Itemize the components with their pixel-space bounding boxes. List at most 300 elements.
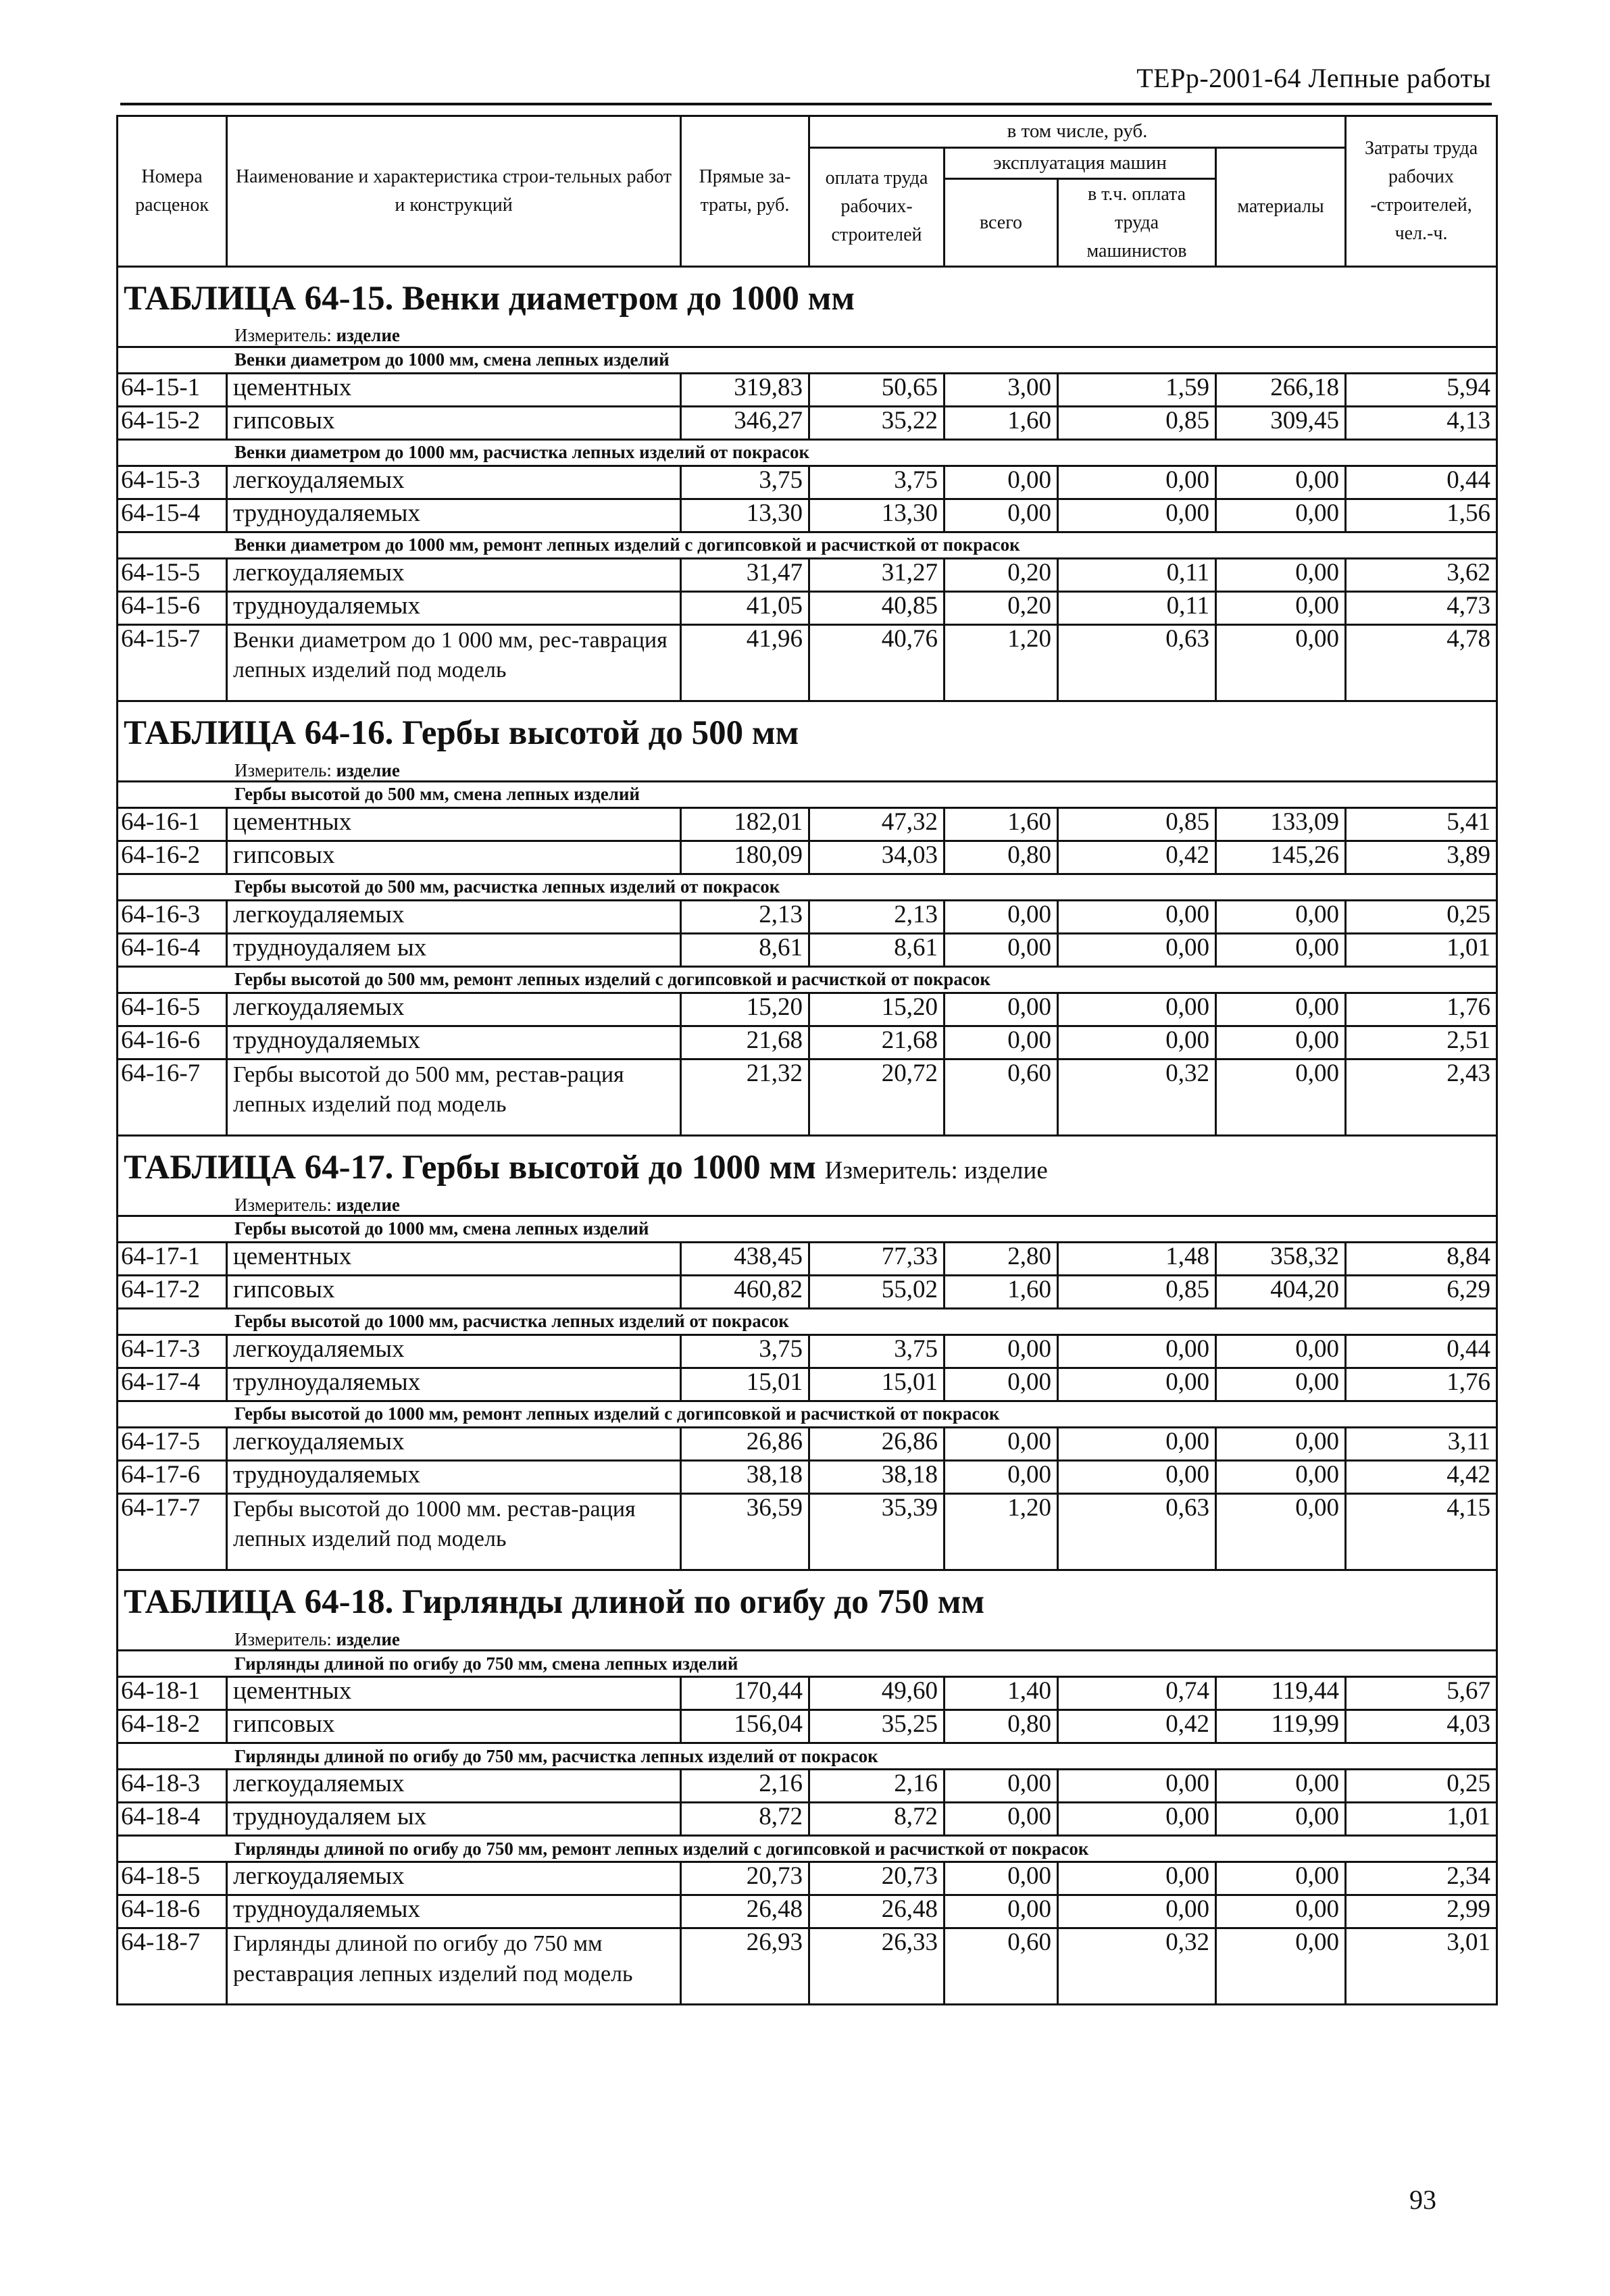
labor-pay: 35,25 bbox=[809, 1710, 945, 1743]
machines-total: 0,80 bbox=[945, 1710, 1058, 1743]
materials: 0,00 bbox=[1216, 934, 1346, 967]
machinists-pay: 0,63 bbox=[1058, 1494, 1216, 1570]
labor-pay: 34,03 bbox=[809, 841, 945, 874]
materials: 266,18 bbox=[1216, 374, 1346, 407]
group-heading-row bbox=[118, 440, 1497, 466]
work-name: цементных bbox=[227, 374, 681, 407]
group-heading: Венки диаметром до 1000 мм, расчистка лепных изделий от покрасок bbox=[118, 440, 1497, 466]
machinists-pay: 0,32 bbox=[1058, 1059, 1216, 1136]
labor-hours: 1,56 bbox=[1346, 499, 1497, 532]
direct-costs: 41,05 bbox=[681, 592, 809, 625]
table-row bbox=[118, 1494, 1497, 1570]
rate-code: 64-16-3 bbox=[118, 901, 227, 934]
labor-hours: 8,84 bbox=[1346, 1243, 1497, 1276]
materials: 0,00 bbox=[1216, 901, 1346, 934]
table-row bbox=[118, 1335, 1497, 1368]
measure-label: Измеритель: bbox=[234, 325, 332, 346]
materials: 0,00 bbox=[1216, 1803, 1346, 1836]
measure-cell bbox=[118, 319, 1497, 347]
table-row bbox=[118, 592, 1497, 625]
direct-costs: 460,82 bbox=[681, 1276, 809, 1309]
rate-code: 64-16-1 bbox=[118, 808, 227, 841]
labor-hours: 3,62 bbox=[1346, 559, 1497, 592]
machinists-pay: 0,00 bbox=[1058, 1461, 1216, 1494]
machinists-pay: 0,63 bbox=[1058, 625, 1216, 701]
rate-code: 64-16-7 bbox=[118, 1059, 227, 1136]
machinists-pay: 0,74 bbox=[1058, 1677, 1216, 1710]
machines-total: 0,00 bbox=[945, 499, 1058, 532]
measure-value: изделие bbox=[336, 325, 400, 346]
section-title-text: ТАБЛИЦА 64-17. Гербы высотой до 1000 мм bbox=[124, 1149, 816, 1187]
machines-total: 3,00 bbox=[945, 374, 1058, 407]
labor-pay: 20,72 bbox=[809, 1059, 945, 1136]
machines-total: 1,60 bbox=[945, 808, 1058, 841]
machines-total: 2,80 bbox=[945, 1243, 1058, 1276]
labor-hours: 4,03 bbox=[1346, 1710, 1497, 1743]
materials: 0,00 bbox=[1216, 592, 1346, 625]
direct-costs: 3,75 bbox=[681, 1335, 809, 1368]
measure-cell bbox=[118, 753, 1497, 782]
labor-pay: 77,33 bbox=[809, 1243, 945, 1276]
direct-costs: 182,01 bbox=[681, 808, 809, 841]
group-heading: Гербы высотой до 500 мм, смена лепных изделий bbox=[118, 782, 1497, 808]
section-title-row bbox=[118, 701, 1497, 754]
group-heading-row bbox=[118, 347, 1497, 374]
labor-hours: 3,01 bbox=[1346, 1928, 1497, 2005]
machinists-pay: 0,42 bbox=[1058, 841, 1216, 874]
labor-pay: 26,48 bbox=[809, 1895, 945, 1928]
group-heading-row bbox=[118, 782, 1497, 808]
measure-cell bbox=[118, 1622, 1497, 1651]
labor-hours: 4,13 bbox=[1346, 407, 1497, 440]
materials: 0,00 bbox=[1216, 1895, 1346, 1928]
measure-value: изделие bbox=[336, 1628, 400, 1649]
rate-code: 64-17-7 bbox=[118, 1494, 227, 1570]
rate-code: 64-15-3 bbox=[118, 466, 227, 499]
labor-pay: 50,65 bbox=[809, 374, 945, 407]
labor-hours: 1,01 bbox=[1346, 1803, 1497, 1836]
table-row bbox=[118, 1803, 1497, 1836]
work-name: цементных bbox=[227, 808, 681, 841]
table-row bbox=[118, 1895, 1497, 1928]
labor-pay: 26,86 bbox=[809, 1428, 945, 1461]
work-name: легкоудаляемых bbox=[227, 466, 681, 499]
machines-total: 0,60 bbox=[945, 1059, 1058, 1136]
machines-total: 0,00 bbox=[945, 1803, 1058, 1836]
work-name: трудноудаляемых bbox=[227, 1026, 681, 1059]
rates-table bbox=[116, 115, 1498, 2005]
machinists-pay: 0,00 bbox=[1058, 1368, 1216, 1401]
rate-code: 64-15-4 bbox=[118, 499, 227, 532]
machines-total: 0,00 bbox=[945, 1026, 1058, 1059]
direct-costs: 2,16 bbox=[681, 1770, 809, 1803]
machinists-pay: 0,00 bbox=[1058, 1895, 1216, 1928]
header-labor: Затраты труда рабочих -строителей, чел.-ч. bbox=[1346, 116, 1497, 267]
direct-costs: 13,30 bbox=[681, 499, 809, 532]
materials: 0,00 bbox=[1216, 625, 1346, 701]
labor-hours: 3,89 bbox=[1346, 841, 1497, 874]
measure-row bbox=[118, 1622, 1497, 1651]
labor-hours: 1,76 bbox=[1346, 993, 1497, 1026]
machinists-pay: 0,11 bbox=[1058, 559, 1216, 592]
materials: 0,00 bbox=[1216, 993, 1346, 1026]
work-name: легкоудаляемых bbox=[227, 1862, 681, 1895]
table-row bbox=[118, 993, 1497, 1026]
rate-code: 64-17-3 bbox=[118, 1335, 227, 1368]
machines-total: 0,00 bbox=[945, 1895, 1058, 1928]
table-row bbox=[118, 625, 1497, 701]
direct-costs: 38,18 bbox=[681, 1461, 809, 1494]
machines-total: 1,20 bbox=[945, 625, 1058, 701]
machines-total: 0,00 bbox=[945, 901, 1058, 934]
group-heading: Гербы высотой до 1000 мм, смена лепных изделий bbox=[118, 1216, 1497, 1243]
labor-pay: 35,22 bbox=[809, 407, 945, 440]
machines-total: 0,00 bbox=[945, 1461, 1058, 1494]
group-heading-row bbox=[118, 532, 1497, 559]
materials: 0,00 bbox=[1216, 499, 1346, 532]
machinists-pay: 0,11 bbox=[1058, 592, 1216, 625]
rate-code: 64-15-6 bbox=[118, 592, 227, 625]
header-direct-costs: Прямые за-траты, руб. bbox=[681, 116, 809, 267]
work-name: трудноудаляем ых bbox=[227, 934, 681, 967]
group-heading: Гербы высотой до 500 мм, расчистка лепных изделий от покрасок bbox=[118, 874, 1497, 901]
machines-total: 1,60 bbox=[945, 1276, 1058, 1309]
labor-hours: 5,94 bbox=[1346, 374, 1497, 407]
labor-pay: 20,73 bbox=[809, 1862, 945, 1895]
rate-code: 64-15-7 bbox=[118, 625, 227, 701]
labor-pay: 40,85 bbox=[809, 592, 945, 625]
measure-label: Измеритель: bbox=[234, 759, 332, 780]
materials: 145,26 bbox=[1216, 841, 1346, 874]
rate-code: 64-15-5 bbox=[118, 559, 227, 592]
labor-hours: 6,29 bbox=[1346, 1276, 1497, 1309]
machinists-pay: 1,48 bbox=[1058, 1243, 1216, 1276]
table-row bbox=[118, 374, 1497, 407]
header-machines-total: всего bbox=[945, 179, 1058, 267]
machinists-pay: 0,00 bbox=[1058, 1862, 1216, 1895]
section-title bbox=[118, 1136, 1497, 1189]
measure-value: изделие bbox=[336, 1194, 400, 1215]
machinists-pay: 0,00 bbox=[1058, 1335, 1216, 1368]
machinists-pay: 0,85 bbox=[1058, 808, 1216, 841]
section-title-text: ТАБЛИЦА 64-18. Гирлянды длиной по огибу до 750 мм bbox=[124, 1583, 985, 1622]
labor-pay: 2,13 bbox=[809, 901, 945, 934]
measure-value: изделие bbox=[336, 759, 400, 780]
labor-pay: 15,01 bbox=[809, 1368, 945, 1401]
labor-pay: 31,27 bbox=[809, 559, 945, 592]
labor-hours: 0,44 bbox=[1346, 466, 1497, 499]
rate-code: 64-18-7 bbox=[118, 1928, 227, 2005]
table-row bbox=[118, 407, 1497, 440]
machinists-pay: 0,00 bbox=[1058, 499, 1216, 532]
machinists-pay: 0,00 bbox=[1058, 901, 1216, 934]
table-row bbox=[118, 1276, 1497, 1309]
machinists-pay: 0,42 bbox=[1058, 1710, 1216, 1743]
direct-costs: 438,45 bbox=[681, 1243, 809, 1276]
header-labor-pay: оплата труда рабочих-строителей bbox=[809, 147, 945, 267]
table-row bbox=[118, 901, 1497, 934]
rate-code: 64-18-4 bbox=[118, 1803, 227, 1836]
measure-row bbox=[118, 319, 1497, 347]
materials: 0,00 bbox=[1216, 1862, 1346, 1895]
page-number: 93 bbox=[1409, 2185, 1436, 2215]
section-title-row bbox=[118, 1136, 1497, 1189]
work-name: легкоудаляемых bbox=[227, 1428, 681, 1461]
labor-pay: 2,16 bbox=[809, 1770, 945, 1803]
labor-hours: 1,76 bbox=[1346, 1368, 1497, 1401]
work-name: трудноудаляемых bbox=[227, 499, 681, 532]
measure-row bbox=[118, 753, 1497, 782]
labor-hours: 4,42 bbox=[1346, 1461, 1497, 1494]
header-including: в том числе, руб. bbox=[809, 116, 1346, 148]
rate-code: 64-18-6 bbox=[118, 1895, 227, 1928]
direct-costs: 36,59 bbox=[681, 1494, 809, 1570]
labor-pay: 49,60 bbox=[809, 1677, 945, 1710]
direct-costs: 15,01 bbox=[681, 1368, 809, 1401]
machinists-pay: 0,00 bbox=[1058, 1770, 1216, 1803]
machinists-pay: 0,00 bbox=[1058, 466, 1216, 499]
direct-costs: 180,09 bbox=[681, 841, 809, 874]
group-heading-row bbox=[118, 1743, 1497, 1770]
direct-costs: 41,96 bbox=[681, 625, 809, 701]
group-heading: Венки диаметром до 1000 мм, ремонт лепных изделий с догипсовкой и расчисткой от покрасок bbox=[118, 532, 1497, 559]
header-machines: эксплуатация машин bbox=[945, 147, 1216, 179]
work-name: Гербы высотой до 1000 мм. рестав-рация лепных изделий под модель bbox=[227, 1494, 681, 1570]
machinists-pay: 0,32 bbox=[1058, 1928, 1216, 2005]
table-row bbox=[118, 1368, 1497, 1401]
machinists-pay: 0,00 bbox=[1058, 1026, 1216, 1059]
work-name: трулноудаляемых bbox=[227, 1368, 681, 1401]
rate-code: 64-18-1 bbox=[118, 1677, 227, 1710]
machines-total: 0,60 bbox=[945, 1928, 1058, 2005]
table-row bbox=[118, 841, 1497, 874]
work-name: Венки диаметром до 1 000 мм, рес-тавpация лепных изделий под модель bbox=[227, 625, 681, 701]
header-name: Наименование и характеристика строи-тельных работ и конструкций bbox=[227, 116, 681, 267]
direct-costs: 156,04 bbox=[681, 1710, 809, 1743]
direct-costs: 26,86 bbox=[681, 1428, 809, 1461]
materials: 0,00 bbox=[1216, 1770, 1346, 1803]
section-title-text: ТАБЛИЦА 64-16. Гербы высотой до 500 мм bbox=[124, 714, 799, 753]
rate-code: 64-15-1 bbox=[118, 374, 227, 407]
labor-hours: 3,11 bbox=[1346, 1428, 1497, 1461]
labor-pay: 38,18 bbox=[809, 1461, 945, 1494]
labor-pay: 13,30 bbox=[809, 499, 945, 532]
section-title bbox=[118, 267, 1497, 320]
measure-label: Измеритель: bbox=[234, 1628, 332, 1649]
materials: 0,00 bbox=[1216, 1026, 1346, 1059]
labor-pay: 3,75 bbox=[809, 466, 945, 499]
labor-hours: 4,78 bbox=[1346, 625, 1497, 701]
direct-costs: 8,72 bbox=[681, 1803, 809, 1836]
labor-pay: 55,02 bbox=[809, 1276, 945, 1309]
table-row bbox=[118, 1461, 1497, 1494]
direct-costs: 3,75 bbox=[681, 466, 809, 499]
labor-pay: 40,76 bbox=[809, 625, 945, 701]
materials: 0,00 bbox=[1216, 1461, 1346, 1494]
machinists-pay: 0,00 bbox=[1058, 934, 1216, 967]
work-name: гипсовых bbox=[227, 1276, 681, 1309]
table-row bbox=[118, 559, 1497, 592]
materials: 119,99 bbox=[1216, 1710, 1346, 1743]
work-name: трудноудаляем ых bbox=[227, 1803, 681, 1836]
machines-total: 0,20 bbox=[945, 559, 1058, 592]
labor-hours: 2,99 bbox=[1346, 1895, 1497, 1928]
direct-costs: 319,83 bbox=[681, 374, 809, 407]
labor-pay: 15,20 bbox=[809, 993, 945, 1026]
rate-code: 64-17-1 bbox=[118, 1243, 227, 1276]
machinists-pay: 0,00 bbox=[1058, 1428, 1216, 1461]
direct-costs: 26,93 bbox=[681, 1928, 809, 2005]
machines-total: 1,40 bbox=[945, 1677, 1058, 1710]
machines-total: 0,00 bbox=[945, 934, 1058, 967]
machines-total: 0,00 bbox=[945, 1335, 1058, 1368]
group-heading-row bbox=[118, 874, 1497, 901]
machines-total: 0,00 bbox=[945, 993, 1058, 1026]
table-row bbox=[118, 1243, 1497, 1276]
section-title-row bbox=[118, 267, 1497, 320]
rate-code: 64-16-6 bbox=[118, 1026, 227, 1059]
direct-costs: 2,13 bbox=[681, 901, 809, 934]
direct-costs: 21,68 bbox=[681, 1026, 809, 1059]
group-heading-row bbox=[118, 1836, 1497, 1862]
work-name: гипсовых bbox=[227, 1710, 681, 1743]
machines-total: 0,00 bbox=[945, 1368, 1058, 1401]
rate-code: 64-16-5 bbox=[118, 993, 227, 1026]
group-heading: Венки диаметром до 1000 мм, смена лепных изделий bbox=[118, 347, 1497, 374]
machinists-pay: 0,85 bbox=[1058, 1276, 1216, 1309]
work-name: легкоудаляемых bbox=[227, 1335, 681, 1368]
machinists-pay: 0,00 bbox=[1058, 993, 1216, 1026]
direct-costs: 170,44 bbox=[681, 1677, 809, 1710]
materials: 133,09 bbox=[1216, 808, 1346, 841]
table-row bbox=[118, 1026, 1497, 1059]
materials: 358,32 bbox=[1216, 1243, 1346, 1276]
work-name: гипсовых bbox=[227, 841, 681, 874]
work-name: цементных bbox=[227, 1677, 681, 1710]
group-heading: Гирлянды длиной по огибу до 750 мм, смена лепных изделий bbox=[118, 1651, 1497, 1677]
labor-pay: 8,61 bbox=[809, 934, 945, 967]
labor-hours: 5,41 bbox=[1346, 808, 1497, 841]
materials: 119,44 bbox=[1216, 1677, 1346, 1710]
materials: 404,20 bbox=[1216, 1276, 1346, 1309]
direct-costs: 31,47 bbox=[681, 559, 809, 592]
table-row bbox=[118, 1428, 1497, 1461]
work-name: гипсовых bbox=[227, 407, 681, 440]
labor-hours: 0,25 bbox=[1346, 1770, 1497, 1803]
machines-total: 0,00 bbox=[945, 1862, 1058, 1895]
rate-code: 64-18-5 bbox=[118, 1862, 227, 1895]
section-title-text: ТАБЛИЦА 64-15. Венки диаметром до 1000 мм bbox=[124, 280, 855, 318]
rate-code: 64-17-4 bbox=[118, 1368, 227, 1401]
materials: 0,00 bbox=[1216, 1494, 1346, 1570]
table-row bbox=[118, 1710, 1497, 1743]
work-name: Гербы высотой до 500 мм, рестав-рация лепных изделий под модель bbox=[227, 1059, 681, 1136]
group-heading: Гирлянды длиной по огибу до 750 мм, ремонт лепных изделий с догипсовкой и расчисткой от покрасок bbox=[118, 1836, 1497, 1862]
header-rule bbox=[120, 103, 1492, 105]
machines-total: 1,20 bbox=[945, 1494, 1058, 1570]
table-row bbox=[118, 1770, 1497, 1803]
labor-pay: 26,33 bbox=[809, 1928, 945, 2005]
group-heading: Гирлянды длиной по огибу до 750 мм, расчистка лепных изделий от покрасок bbox=[118, 1743, 1497, 1770]
header-code: Номера расценок bbox=[118, 116, 227, 267]
rate-code: 64-16-2 bbox=[118, 841, 227, 874]
materials: 0,00 bbox=[1216, 1368, 1346, 1401]
materials: 309,45 bbox=[1216, 407, 1346, 440]
labor-hours: 1,01 bbox=[1346, 934, 1497, 967]
machines-total: 0,00 bbox=[945, 1428, 1058, 1461]
section-title-row bbox=[118, 1570, 1497, 1623]
group-heading-row bbox=[118, 1651, 1497, 1677]
machines-total: 0,00 bbox=[945, 1770, 1058, 1803]
group-heading-row bbox=[118, 1216, 1497, 1243]
labor-hours: 0,44 bbox=[1346, 1335, 1497, 1368]
machinists-pay: 0,00 bbox=[1058, 1803, 1216, 1836]
work-name: легкоудаляемых bbox=[227, 993, 681, 1026]
direct-costs: 346,27 bbox=[681, 407, 809, 440]
labor-pay: 35,39 bbox=[809, 1494, 945, 1570]
work-name: трудноудаляемых bbox=[227, 592, 681, 625]
labor-hours: 2,51 bbox=[1346, 1026, 1497, 1059]
section-title-measure: Измеритель: изделие bbox=[824, 1157, 1048, 1185]
labor-hours: 4,73 bbox=[1346, 592, 1497, 625]
machinists-pay: 0,85 bbox=[1058, 407, 1216, 440]
table-row bbox=[118, 1928, 1497, 2005]
labor-hours: 5,67 bbox=[1346, 1677, 1497, 1710]
header-materials: материалы bbox=[1216, 147, 1346, 267]
direct-costs: 20,73 bbox=[681, 1862, 809, 1895]
work-name: легкоудаляемых bbox=[227, 901, 681, 934]
rate-code: 64-17-5 bbox=[118, 1428, 227, 1461]
materials: 0,00 bbox=[1216, 1335, 1346, 1368]
work-name: легкоудаляемых bbox=[227, 559, 681, 592]
group-heading: Гербы высотой до 1000 мм, ремонт лепных изделий с догипсовкой и расчисткой от покрасок bbox=[118, 1401, 1497, 1428]
rate-code: 64-18-3 bbox=[118, 1770, 227, 1803]
rate-code: 64-18-2 bbox=[118, 1710, 227, 1743]
direct-costs: 26,48 bbox=[681, 1895, 809, 1928]
table-row bbox=[118, 466, 1497, 499]
header-machinists-pay: в т.ч. оплата труда машинистов bbox=[1058, 179, 1216, 267]
group-heading-row bbox=[118, 1309, 1497, 1335]
rate-code: 64-17-2 bbox=[118, 1276, 227, 1309]
machines-total: 0,00 bbox=[945, 466, 1058, 499]
materials: 0,00 bbox=[1216, 1059, 1346, 1136]
work-name: трудноудаляемых bbox=[227, 1895, 681, 1928]
table-row bbox=[118, 1862, 1497, 1895]
group-heading-row bbox=[118, 967, 1497, 993]
group-heading: Гербы высотой до 1000 мм, расчистка лепных изделий от покрасок bbox=[118, 1309, 1497, 1335]
table-row bbox=[118, 499, 1497, 532]
direct-costs: 8,61 bbox=[681, 934, 809, 967]
measure-cell bbox=[118, 1188, 1497, 1216]
materials: 0,00 bbox=[1216, 559, 1346, 592]
materials: 0,00 bbox=[1216, 1428, 1346, 1461]
work-name: цементных bbox=[227, 1243, 681, 1276]
labor-hours: 2,34 bbox=[1346, 1862, 1497, 1895]
table-row bbox=[118, 808, 1497, 841]
labor-pay: 21,68 bbox=[809, 1026, 945, 1059]
table-row bbox=[118, 1059, 1497, 1136]
table-row bbox=[118, 934, 1497, 967]
section-title bbox=[118, 701, 1497, 754]
direct-costs: 21,32 bbox=[681, 1059, 809, 1136]
machines-total: 0,80 bbox=[945, 841, 1058, 874]
measure-row bbox=[118, 1188, 1497, 1216]
direct-costs: 15,20 bbox=[681, 993, 809, 1026]
work-name: Гирлянды длиной по огибу до 750 мм реставрация лепных изделий под модель bbox=[227, 1928, 681, 2005]
labor-hours: 4,15 bbox=[1346, 1494, 1497, 1570]
rate-code: 64-16-4 bbox=[118, 934, 227, 967]
table-row bbox=[118, 1677, 1497, 1710]
